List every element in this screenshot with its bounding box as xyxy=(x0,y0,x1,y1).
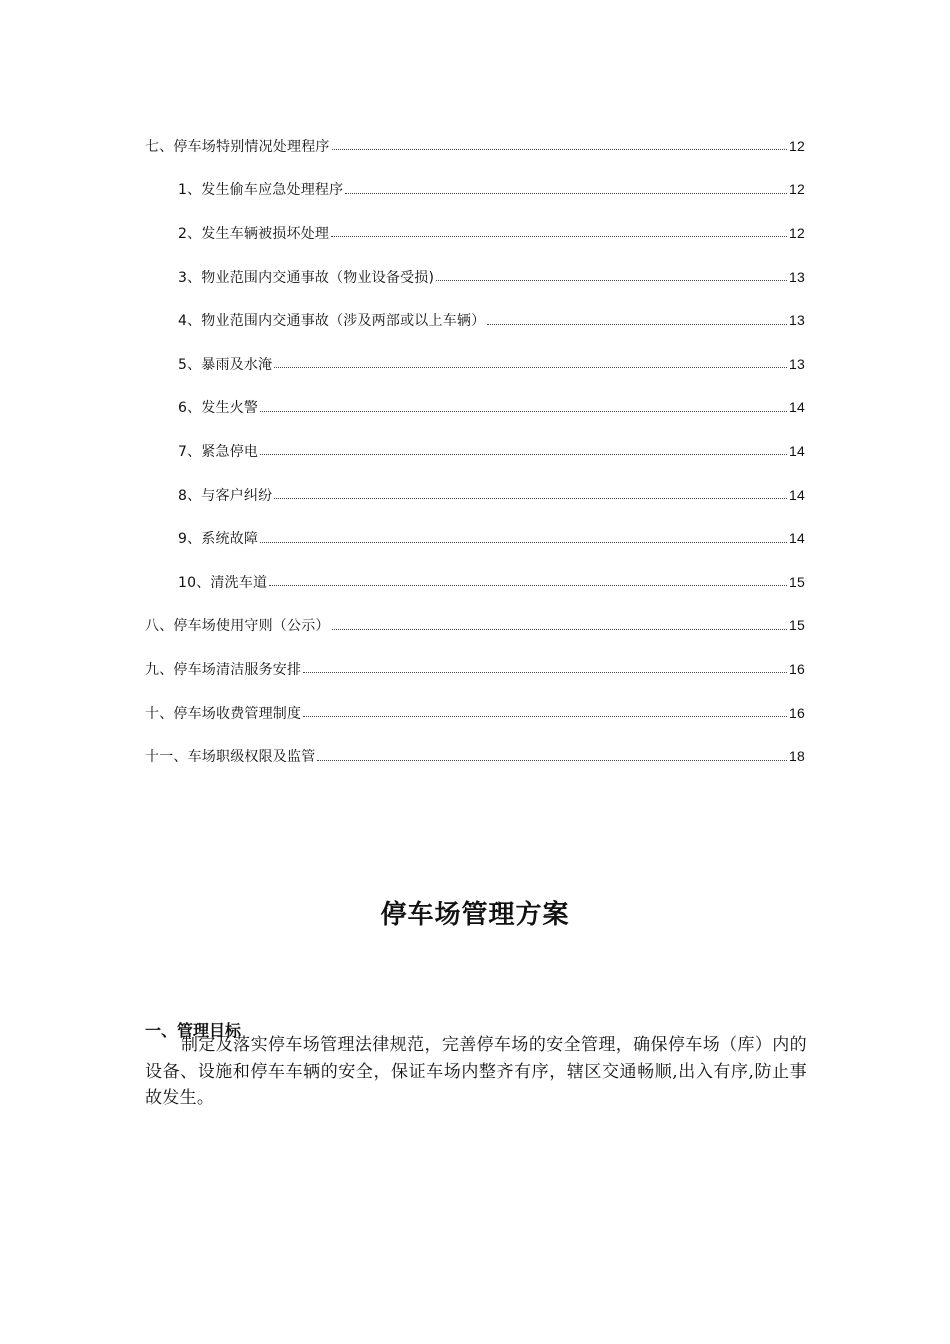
toc-dot-leader xyxy=(436,280,787,281)
toc-entry-label: 9、系统故障 xyxy=(178,531,259,548)
toc-entry[interactable] xyxy=(145,647,805,691)
toc-entry-label: 十、停车场收费管理制度 xyxy=(145,705,302,722)
toc-entry-page-number: 13 xyxy=(789,268,805,285)
toc-entry-label: 八、停车场使用守则（公示） xyxy=(145,618,330,635)
toc-entry[interactable] xyxy=(145,298,805,342)
toc-entry-label: 七、停车场特别情况处理程序 xyxy=(145,138,330,155)
section-heading: 一、管理目标 xyxy=(145,1021,242,1040)
toc-dot-leader xyxy=(260,454,787,455)
toc-dot-leader xyxy=(332,629,787,630)
toc-entry[interactable] xyxy=(145,604,805,648)
toc-dot-leader xyxy=(269,585,787,586)
toc-entry-label: 4、物业范围内交通事故（涉及两部或以上车辆） xyxy=(178,313,486,330)
toc-entry-page-number: 14 xyxy=(789,530,805,547)
toc-entry-page-number: 14 xyxy=(789,442,805,459)
toc-entry[interactable] xyxy=(145,124,805,168)
toc-entry[interactable] xyxy=(145,211,805,255)
toc-dot-leader xyxy=(260,411,787,412)
toc-entry[interactable] xyxy=(145,386,805,430)
toc-entry-label: 8、与客户纠纷 xyxy=(178,487,273,504)
toc-entry-label: 2、发生车辆被损坏处理 xyxy=(178,225,330,242)
toc-dot-leader xyxy=(274,498,787,499)
toc-dot-leader xyxy=(260,542,787,543)
toc-dot-leader xyxy=(345,193,787,194)
toc-entry[interactable] xyxy=(145,734,805,778)
toc-entry[interactable] xyxy=(145,255,805,299)
toc-entry[interactable] xyxy=(145,473,805,517)
toc-entry-page-number: 15 xyxy=(789,573,805,590)
toc-dot-leader xyxy=(303,672,787,673)
toc-entry-label: 3、物业范围内交通事故（物业设备受损) xyxy=(178,269,435,286)
toc-entry-label: 九、停车场清洁服务安排 xyxy=(145,661,302,678)
toc-entry-label: 十一、车场职级权限及监管 xyxy=(145,749,316,766)
toc-entry-page-number: 12 xyxy=(789,181,805,198)
toc-entry-page-number: 12 xyxy=(789,224,805,241)
toc-entry-label: 10、清洗车道 xyxy=(178,574,268,591)
toc-entry-page-number: 18 xyxy=(789,748,805,765)
body-paragraph: 制定及落实停车场管理法律规范，完善停车场的安全管理，确保停车场（库）内的设备、设施和停车车辆的安全，保证车场内整齐有序，辖区交通畅顺,出入有序,防止事故发生。 xyxy=(145,1035,807,1108)
toc-entry[interactable] xyxy=(145,168,805,212)
toc-entry-page-number: 14 xyxy=(789,486,805,503)
toc-entry-label: 5、暴雨及水淹 xyxy=(178,356,273,373)
toc-entry-page-number: 13 xyxy=(789,312,805,329)
toc-dot-leader xyxy=(274,367,787,368)
toc-entry[interactable] xyxy=(145,560,805,604)
toc-dot-leader xyxy=(303,716,787,717)
toc-entry-page-number: 15 xyxy=(789,617,805,634)
toc-entry-label: 7、紧急停电 xyxy=(178,443,259,460)
toc-entry-label: 1、发生偷车应急处理程序 xyxy=(178,182,344,199)
toc-entry-page-number: 14 xyxy=(789,399,805,416)
toc-entry[interactable] xyxy=(145,342,805,386)
table-of-contents xyxy=(145,124,805,778)
toc-dot-leader xyxy=(487,324,787,325)
toc-dot-leader xyxy=(317,760,787,761)
toc-entry[interactable] xyxy=(145,429,805,473)
toc-entry-page-number: 12 xyxy=(789,137,805,154)
toc-entry-page-number: 16 xyxy=(789,660,805,677)
toc-entry-page-number: 13 xyxy=(789,355,805,372)
toc-dot-leader xyxy=(332,149,787,150)
toc-dot-leader xyxy=(331,236,787,237)
toc-entry-page-number: 16 xyxy=(789,704,805,721)
toc-entry[interactable] xyxy=(145,516,805,560)
toc-entry[interactable] xyxy=(145,691,805,735)
toc-entry-label: 6、发生火警 xyxy=(178,400,259,417)
document-title: 停车场管理方案 xyxy=(380,900,570,930)
